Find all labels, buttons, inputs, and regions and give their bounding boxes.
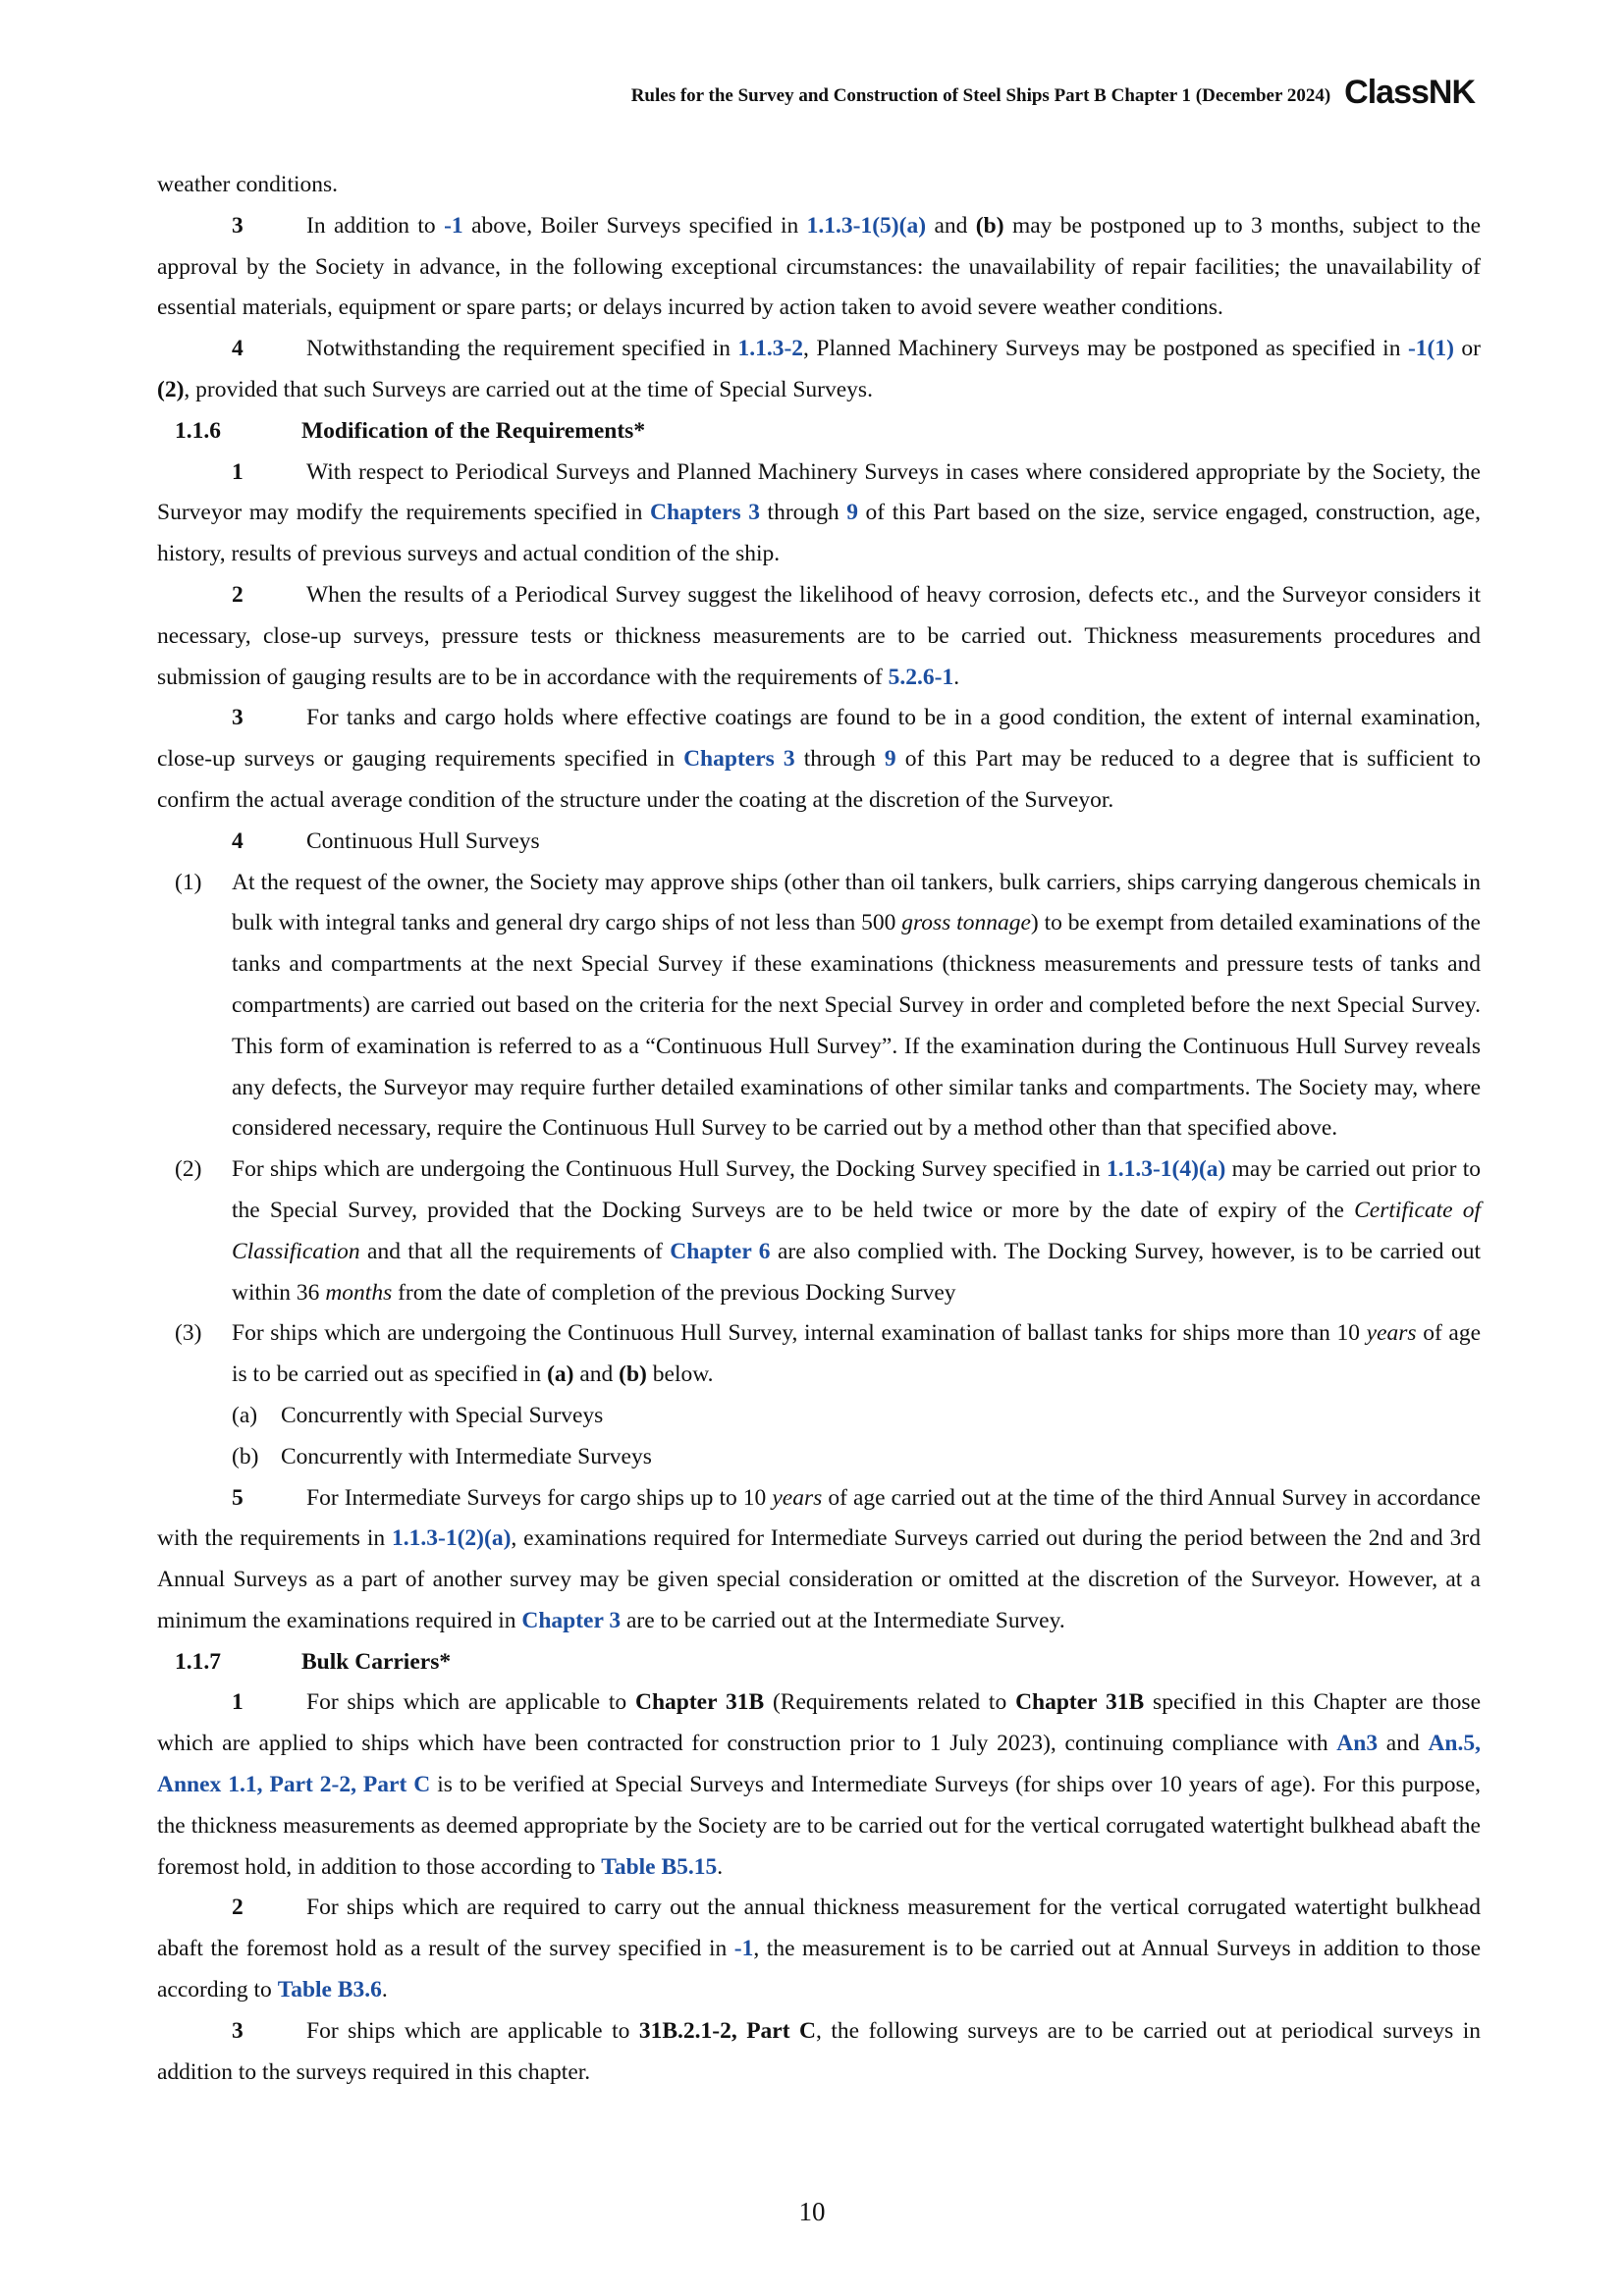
ref-link[interactable]: An.5, Annex 1.1, Part 2-2, Part C — [157, 1731, 1481, 1798]
paragraph-1-1-7-1: 1 For ships which are applicable to Chapter 31B (Requirements related to Chapter 31B specified in this Chapter are those which are applied to ships which have been contracted for construction prior to 1 July 2023), continuing compliance with An3 and An.5, Annex 1.1, Part 2-2, Part C is to be verified at Special Surveys and Intermediate Surveys (for ships over 10 years of age). For this purpose, the thickness measurements as deemed appropriate by the Society are to be carried out for the vertical corrugated watertight bulkhead abaft the foremost hold, in addition to those according to Table B5.15. — [157, 1682, 1481, 1888]
ref-link[interactable]: 9 — [884, 746, 896, 773]
paragraph-1-1-6-2: 2 When the results of a Periodical Survey suggest the likelihood of heavy corrosion, defects etc., and the Surveyor considers it necessary, close-up surveys, pressure tests or thickness measurements are to be carried out. Thickness measurements procedures and submission of gauging results are to be in accordance with the requirements of 5.2.6-1. — [157, 575, 1481, 698]
section-title: Bulk Carriers* — [301, 1648, 452, 1675]
paragraph-number: 5 — [232, 1484, 244, 1511]
paragraph-1-1-6-5: 5 For Intermediate Surveys for cargo ships up to 10 years of age carried out at the time of the third Annual Survey in accordance with the requirements in 1.1.3-1(2)(a), examinations required for Intermediate Surveys carried out during the period between the 2nd and 3rd Annual Surveys as a part of another survey may be given special consideration or omitted at the discretion of the Surveyor. However, at a minimum the examinations required in Chapter 3 are to be carried out at the Intermediate Survey. — [157, 1478, 1481, 1642]
list-label: (2) — [175, 1156, 202, 1183]
section-number: 1.1.6 — [175, 417, 221, 444]
paragraph-1-1-5-4: 4 Notwithstanding the requirement specified in 1.1.3-2, Planned Machinery Surveys may be postponed as specified in -1(1) or (2), provided that such Surveys are carried out at the time of Special Surveys. — [157, 329, 1481, 411]
section-number: 1.1.7 — [175, 1648, 221, 1675]
list-label: (a) — [232, 1402, 258, 1428]
classnk-logo: ClassNK — [1344, 73, 1475, 111]
paragraph-1-1-6-1: 1 With respect to Periodical Surveys and Planned Machinery Surveys in cases where considered appropriate by the Society, the Surveyor may modify the requirements specified in Chapters 3 through 9 of this Part based on the size, service engaged, construction, age, history, results of previous surveys and actual condition of the ship. — [157, 453, 1481, 575]
sub-item-b: (b) Concurrently with Intermediate Surveys — [157, 1437, 1481, 1478]
list-item-2: (2) For ships which are undergoing the Continuous Hull Survey, the Docking Survey specified in 1.1.3-1(4)(a) may be carried out prior to the Special Survey, provided that the Docking Surveys are to be held twice or more by the date of expiry of the Certificate of Classification and that all the requirements of Chapter 6 are also complied with. The Docking Survey, however, is to be carried out within 36 months from the date of completion of the previous Docking Survey — [157, 1149, 1481, 1313]
ref-link[interactable]: 5.2.6-1 — [888, 664, 954, 690]
list-item-1: (1) At the request of the owner, the Society may approve ships (other than oil tankers, bulk carriers, ships carrying dangerous chemicals in bulk with integral tanks and general dry cargo ships of not less than 500 gross tonnage) to be exempt from detailed examinations of the tanks and compartments at the next Special Survey if these examinations (thickness measurements and pressure tests of tanks and compartments) are carried out based on the criteria for the next Special Survey in order and completed before the next Special Survey. This form of examination is referred to as a “Continuous Hull Survey”. If the examination during the Continuous Hull Survey reveals any defects, the Surveyor may require further detailed examinations of other similar tanks and compartments. The Society may, where considered necessary, require the Continuous Hull Survey to be carried out by a method other than that specified above. — [157, 863, 1481, 1150]
paragraph-1-1-6-4: 4 Continuous Hull Surveys — [157, 822, 1481, 863]
paragraph-number: 4 — [232, 828, 244, 854]
running-header-title: Rules for the Survey and Construction of Steel Ships Part B Chapter 1 (December 2024) — [630, 85, 1331, 106]
ref-link[interactable]: Chapter 6 — [670, 1238, 771, 1264]
ref-link[interactable]: 1.1.3-2 — [737, 336, 804, 362]
ref-link[interactable]: Chapters 3 — [683, 746, 795, 773]
paragraph-number: 2 — [232, 581, 244, 608]
ref-link[interactable]: -1 — [733, 1936, 754, 1962]
ref-link[interactable]: 1.1.3-1(4)(a) — [1106, 1156, 1226, 1183]
sub-item-a: (a) Concurrently with Special Surveys — [157, 1396, 1481, 1437]
paragraph-number: 2 — [232, 1895, 244, 1921]
paragraph-number: 1 — [232, 458, 244, 485]
section-heading-1-1-6 — [175, 411, 1481, 453]
ref-link[interactable]: 9 — [846, 500, 858, 526]
section-title: Modification of the Requirements* — [301, 417, 646, 444]
ref-link[interactable]: -1(1) — [1407, 336, 1454, 362]
ref-link[interactable]: -1 — [444, 212, 463, 239]
paragraph-number: 1 — [232, 1689, 244, 1716]
paragraph-number: 4 — [232, 336, 244, 362]
paragraph-continuation: weather conditions. — [157, 172, 339, 197]
list-item-3: (3) For ships which are undergoing the Continuous Hull Survey, internal examination of ballast tanks for ships more than 10 years of age is to be carried out as specified in (a) and (b) below. — [157, 1313, 1481, 1396]
page-number: 10 — [798, 2197, 826, 2226]
ref-link[interactable]: An3 — [1336, 1731, 1379, 1757]
ref-link[interactable]: Table B3.6 — [277, 1977, 382, 2003]
paragraph-1-1-7-2: 2 For ships which are required to carry out the annual thickness measurement for the vertical corrugated watertight bulkhead abaft the foremost hold as a result of the survey specified in -1, the measurement is to be carried out at Annual Surveys in addition to those according to Table B3.6. — [157, 1888, 1481, 2010]
document-body — [157, 165, 1481, 2093]
paragraph-1-1-7-3: 3 For ships which are applicable to 31B.2.1-2, Part C, the following surveys are to be carried out at periodical surveys in addition to the surveys required in this chapter. — [157, 2011, 1481, 2094]
paragraph-number: 3 — [232, 212, 244, 239]
paragraph-number: 3 — [232, 705, 244, 731]
ref-link[interactable]: Chapter 3 — [521, 1607, 622, 1633]
ref-link[interactable]: 1.1.3-1(2)(a) — [392, 1525, 512, 1552]
section-heading-1-1-7 — [175, 1642, 1481, 1683]
ref-link[interactable]: 1.1.3-1(5)(a) — [806, 212, 927, 239]
list-label: (1) — [175, 869, 202, 895]
list-label: (b) — [232, 1443, 259, 1469]
paragraph-1-1-6-3: 3 For tanks and cargo holds where effective coatings are found to be in a good condition, the extent of internal examination, close-up surveys or gauging requirements specified in Chapters 3 through 9 of this Part may be reduced to a degree that is sufficient to confirm the actual average condition of the structure under the coating at the discretion of the Surveyor. — [157, 698, 1481, 821]
paragraph-number: 3 — [232, 2017, 244, 2044]
paragraph-1-1-5-3: 3 In addition to -1 above, Boiler Surveys specified in 1.1.3-1(5)(a) and (b) may be postponed up to 3 months, subject to the approval by the Society in advance, in the following exceptional circumstances: the unavailability of repair facilities; the unavailability of essential materials, equipment or spare parts; or delays incurred by action taken to avoid severe weather conditions. — [157, 206, 1481, 329]
list-label: (3) — [175, 1320, 202, 1347]
ref-link[interactable]: Table B5.15 — [601, 1853, 718, 1880]
ref-link[interactable]: Chapters 3 — [649, 500, 760, 526]
page-header — [631, 73, 1475, 112]
